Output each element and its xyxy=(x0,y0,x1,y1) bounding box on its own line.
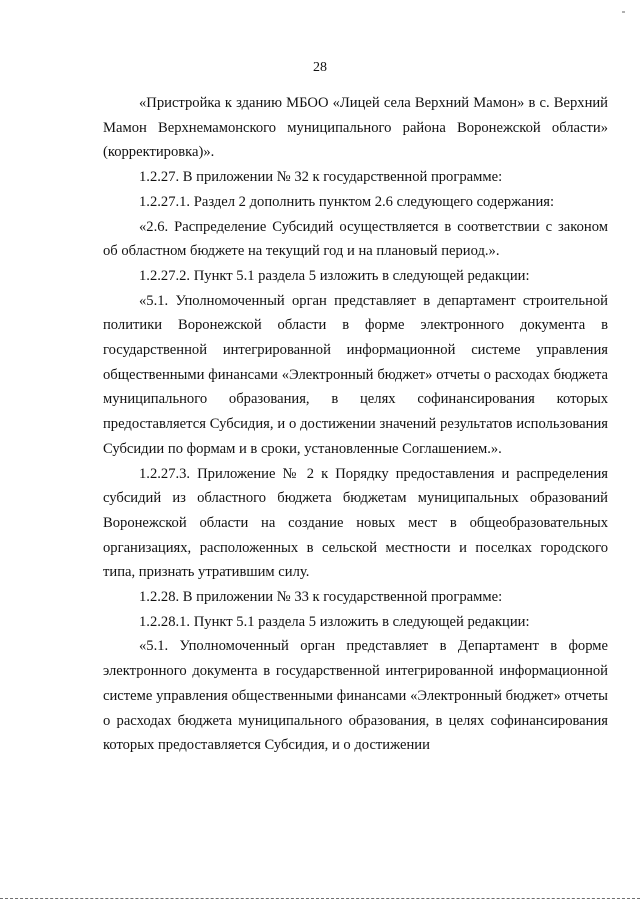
paragraph-object-title-continuation: «Пристройка к зданию МБОО «Лицей села Верхний Мамон» в с. Верхний Мамон Верхнемамонского муниципального района Воронежской области» (корректировка)». xyxy=(103,95,608,161)
paragraph-clause-5-1-second: «5.1. Уполномоченный орган представляет в Департамент в форме электронного документа в государственной интегрированной информационной системе управления общественными финансами «Электронный бюджет» отчеты о расходах бюджета муниципального образования, в целях софинансирования которых предоставляется Субсидия, и о достижении xyxy=(103,638,608,754)
paragraph-1-2-28: 1.2.28. В приложении № 33 к государственной программе: xyxy=(139,589,503,606)
paragraph-1-2-27-2: 1.2.27.2. Пункт 5.1 раздела 5 изложить в следующей редакции: xyxy=(139,267,530,284)
paragraph-1-2-27-1: 1.2.27.1. Раздел 2 дополнить пунктом 2.6 следующего содержания: xyxy=(139,193,555,210)
page-number: 28 xyxy=(313,60,327,75)
paragraph-clause-2-6: «2.6. Распределение Субсидий осуществляется в соответствии с законом об областном бюджете на текущий год и на плановый период.». xyxy=(103,218,608,260)
paragraph-clause-5-1-first: «5.1. Уполномоченный орган представляет в департамент строительной политики Воронежской области в форме электронного документа в государственной интегрированной информационной системе управления общественными финансами «Электронный бюджет» отчеты о расходах бюджета муниципального образования, в целях софинансирования которых предоставляется Субсидия, и о достижении значений результатов использования Субсидии по формам и в сроки, установленные Соглашением.». xyxy=(103,292,608,457)
paragraph-1-2-27-3: 1.2.27.3. Приложение № 2 к Порядку предоставления и распределения субсидий из областного бюджета бюджетам муниципальных образований Воронежской области на создание новых мест в общеобразовательных организациях, расположенных в сельской местности и поселках городского типа, признать утратившим силу. xyxy=(103,465,608,581)
scan-mark xyxy=(622,11,625,13)
paragraph-1-2-27: 1.2.27. В приложении № 32 к государственной программе: xyxy=(139,169,503,186)
document-body xyxy=(103,91,608,758)
scan-bottom-edge xyxy=(0,898,640,899)
paragraph-1-2-28-1: 1.2.28.1. Пункт 5.1 раздела 5 изложить в следующей редакции: xyxy=(139,613,530,630)
